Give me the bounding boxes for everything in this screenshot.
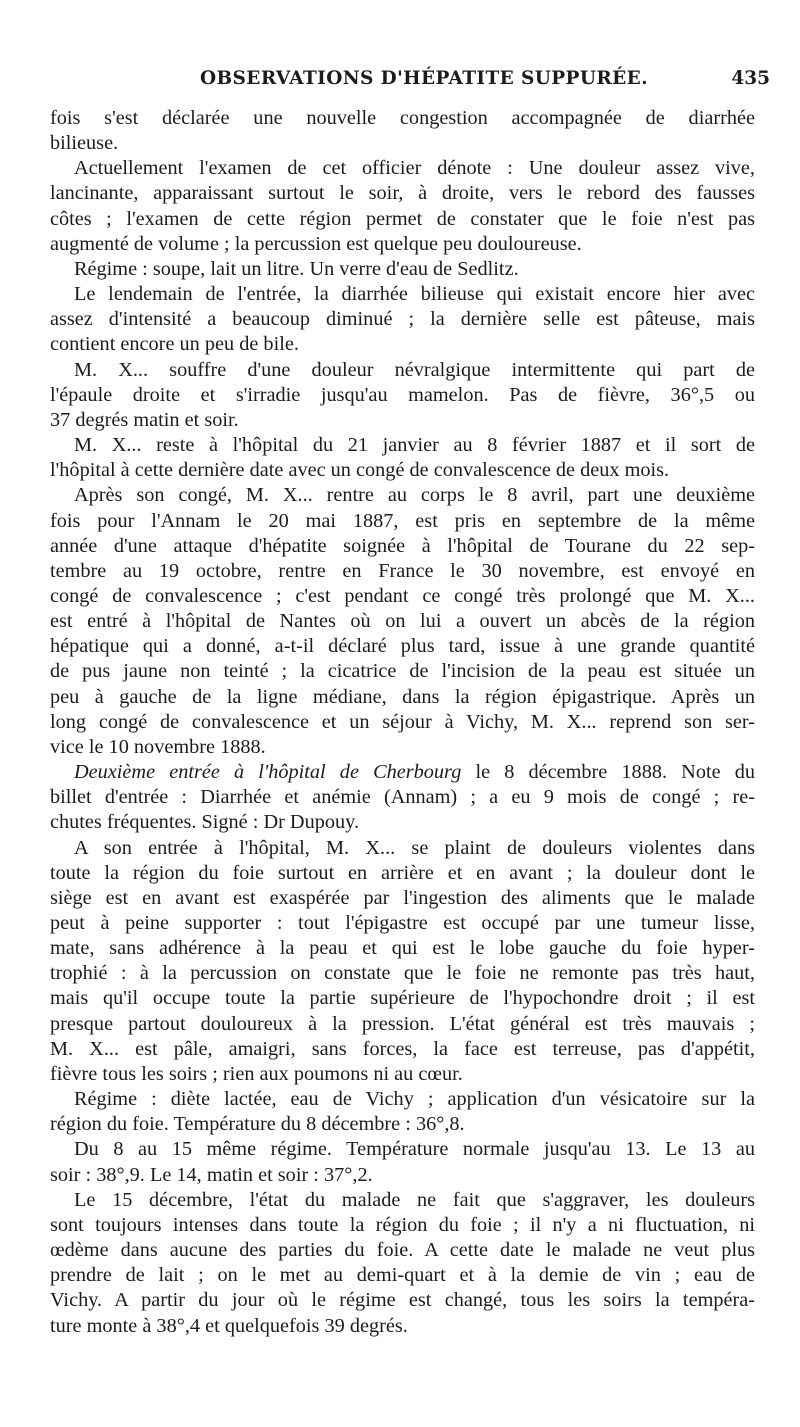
text-line: région du foie. Température du 8 décembre : 36°,8. bbox=[50, 1113, 465, 1136]
text-line: l'épaule droite et s'irradie jusqu'au mamelon. Pas de fièvre, 36°,5 ou bbox=[50, 383, 755, 406]
text-line: trophié : à la percussion on constate que le foie ne remonte pas très haut, bbox=[50, 962, 755, 985]
page-header bbox=[50, 68, 770, 94]
text-line: lancinante, apparaissant surtout le soir, à droite, vers le rebord des fausses bbox=[50, 182, 755, 205]
text-line: Régime : soupe, lait un litre. Un verre d'eau de Sedlitz. bbox=[74, 257, 519, 280]
text-line: M. X... reste à l'hôpital du 21 janvier au 8 février 1887 et il sort de bbox=[74, 434, 755, 457]
paragraph bbox=[50, 1188, 755, 1339]
text-line: contient encore un peu de bile. bbox=[50, 333, 299, 356]
text-line: fois s'est déclarée une nouvelle congestion accompagnée de diarrhée bbox=[50, 107, 755, 129]
text-line: fois pour l'Annam le 20 mai 1887, est pris en septembre de la même bbox=[50, 509, 755, 532]
text-line: prendre de lait ; on le met au demi-quart et à la demie de vin ; eau de bbox=[50, 1264, 755, 1287]
text-fragment: le 8 décembre 1888. Note du bbox=[461, 761, 755, 784]
text-line bbox=[50, 760, 755, 785]
text-line: fièvre tous les soirs ; rien aux poumons ni au cœur. bbox=[50, 1062, 463, 1085]
text-line: augmenté de volume ; la percussion est quelque peu douloureuse. bbox=[50, 232, 582, 255]
text-line: ture monte à 38°,4 et quelquefois 39 degrés. bbox=[50, 1314, 408, 1337]
page-number: 435 bbox=[731, 68, 770, 89]
text-line: soir : 38°,9. Le 14, matin et soir : 37°,2. bbox=[50, 1163, 373, 1186]
paragraph bbox=[50, 106, 755, 156]
text-line: hépatique qui a donné, a-t-il déclaré plus tard, issue à une grande quantité bbox=[50, 635, 755, 658]
text-line: long congé de convalescence et un séjour à Vichy, M. X... reprend son ser- bbox=[50, 710, 755, 733]
paragraph bbox=[50, 1087, 755, 1137]
paragraph bbox=[50, 156, 755, 257]
text-line: siège est en avant est exaspérée par l'ingestion des aliments que le malade bbox=[50, 886, 755, 909]
paragraph bbox=[50, 433, 755, 483]
paragraph bbox=[50, 836, 755, 1088]
text-line: bilieuse. bbox=[50, 132, 119, 155]
paragraph bbox=[50, 483, 755, 760]
text-line: M. X... souffre d'une douleur névralgique intermittente qui part de bbox=[74, 358, 755, 381]
paragraph bbox=[50, 257, 755, 282]
paragraph bbox=[50, 282, 755, 357]
text-line: de pus jaune non teinté ; la cicatrice de l'incision de la peau est située un bbox=[50, 660, 755, 683]
text-line: Le lendemain de l'entrée, la diarrhée bilieuse qui existait encore hier avec bbox=[74, 283, 755, 306]
text-line: Vichy. A partir du jour où le régime est changé, tous les soirs la tempéra- bbox=[50, 1289, 755, 1312]
text-line: presque partout douloureux à la pression. L'état général est très mauvais ; bbox=[50, 1012, 755, 1035]
text-line: billet d'entrée : Diarrhée et anémie (Annam) ; a eu 9 mois de congé ; re- bbox=[50, 786, 755, 809]
text-line: A son entrée à l'hôpital, M. X... se plaint de douleurs violentes dans bbox=[74, 836, 755, 859]
text-line: mais qu'il occupe toute la partie supérieure de l'hypochondre droit ; il est bbox=[50, 987, 755, 1010]
text-line: peut à peine supporter : tout l'épigastre est occupé par une tumeur lisse, bbox=[50, 912, 755, 934]
text-line: peu à gauche de la ligne médiane, dans la région épigastrique. Après un bbox=[50, 685, 755, 708]
text-line: assez d'intensité a beaucoup diminué ; la dernière selle est pâteuse, mais bbox=[50, 308, 755, 331]
text-line: Après son congé, M. X... rentre au corps le 8 avril, part une deuxième bbox=[74, 484, 755, 507]
text-line: tembre au 19 octobre, rentre en France le 30 novembre, est envoyé en bbox=[50, 559, 755, 582]
text-line: est entré à l'hôpital de Nantes où on lui a ouvert un abcès de la région bbox=[50, 610, 755, 633]
text-line: Le 15 décembre, l'état du malade ne fait que s'aggraver, les douleurs bbox=[74, 1188, 755, 1211]
text-line: œdème dans aucune des parties du foie. A cette date le malade ne veut plus bbox=[50, 1239, 755, 1262]
text-line: M. X... est pâle, amaigri, sans forces, la face est terreuse, pas d'appétit, bbox=[50, 1037, 755, 1060]
text-line: vice le 10 novembre 1888. bbox=[50, 735, 266, 758]
body-text bbox=[50, 106, 755, 1339]
running-title: OBSERVATIONS D'HÉPATITE SUPPURÉE. bbox=[200, 68, 649, 89]
text-line: chutes fréquentes. Signé : Dr Dupouy. bbox=[50, 811, 360, 834]
text-line: Actuellement l'examen de cet officier dénote : Une douleur assez vive, bbox=[74, 157, 755, 180]
text-line: sont toujours intenses dans toute la région du foie ; il n'y a ni fluctuation, ni bbox=[50, 1213, 755, 1236]
text-line: mate, sans adhérence à la peau et qui est le lobe gauche du foie hyper- bbox=[50, 937, 755, 960]
italic-heading: Deuxième entrée à l'hôpital de Cherbourg bbox=[74, 761, 462, 784]
text-line: 37 degrés matin et soir. bbox=[50, 408, 239, 431]
text-line: l'hôpital à cette dernière date avec un congé de convalescence de deux mois. bbox=[50, 459, 670, 482]
text-line: congé de convalescence ; c'est pendant ce congé très prolongé que M. X... bbox=[50, 584, 755, 607]
paragraph bbox=[50, 358, 755, 433]
paragraph bbox=[50, 760, 755, 835]
text-line: année d'une attaque d'hépatite soignée à l'hôpital de Tourane du 22 sep- bbox=[50, 534, 755, 557]
paragraph bbox=[50, 1137, 755, 1187]
text-line: toute la région du foie surtout en arrière et en avant ; la douleur dont le bbox=[50, 861, 755, 884]
text-line: Du 8 au 15 même régime. Température normale jusqu'au 13. Le 13 au bbox=[74, 1138, 755, 1161]
text-line: Régime : diète lactée, eau de Vichy ; application d'un vésicatoire sur la bbox=[74, 1088, 755, 1111]
text-line: côtes ; l'examen de cette région permet de constater que le foie n'est pas bbox=[50, 207, 755, 230]
